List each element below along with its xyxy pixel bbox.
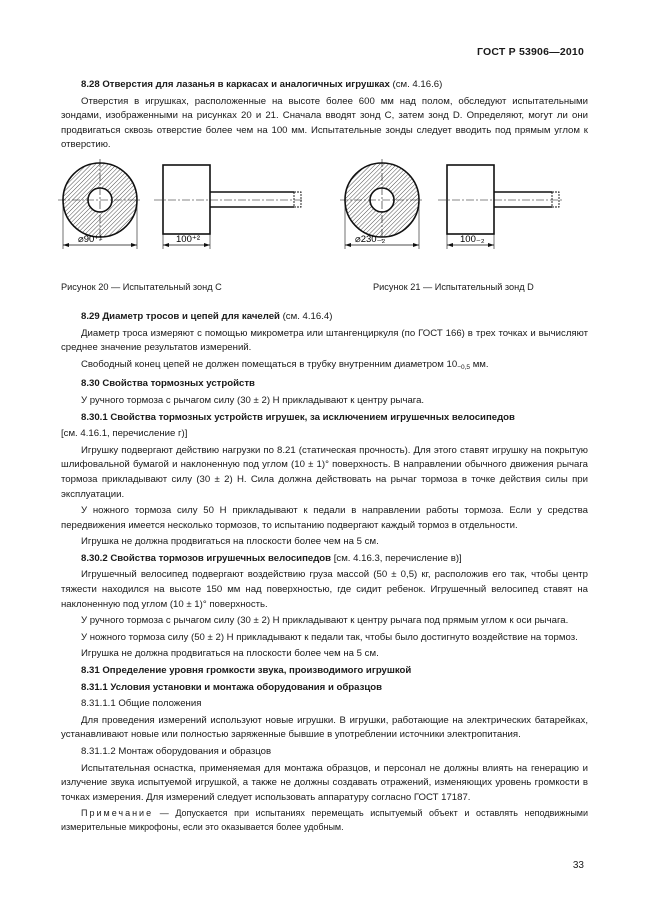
section-8-31-1-1-paragraph: Для проведения измерений используют новые игрушки. В игрушки, работающие на электрических батарейках, устанавливают новые или полностью заряженные бывшие в употреблении источники электропитания.	[61, 714, 588, 741]
section-8-30-1-paragraph-3: Игрушка не должна продвигаться на плоскости более чем на 5 см.	[81, 536, 379, 548]
note-paragraph	[61, 807, 588, 834]
section-8-30-2-paragraph-2: У ручного тормоза с рычагом силу (30 ± 2) Н прикладывают к центру рычага под прямым углом к оси рычага.	[81, 615, 569, 627]
section-8-30-2-paragraph-3: У ножного тормоза силу (50 ± 2) Н прикладывают к педали так, чтобы было достигнуто воздействие на тормоз.	[81, 631, 578, 643]
section-8-30-2-ref: [см. 4.16.3, перечисление в)]	[331, 552, 462, 564]
page-content	[61, 78, 588, 837]
section-8-28-ref: (см. 4.16.6)	[389, 79, 443, 90]
section-8-30-1-paragraph-2: У ножного тормоза силу 50 Н прикладывают к педали в направлении работы тормоза. Если у средства передвижения имеется несколько тормозов, то испытанию подвергают каждый тормоз в отдельности.	[61, 505, 588, 531]
probe-c-diameter-label: ⌀90⁺¹	[78, 233, 103, 245]
figure-20-caption: Рисунок 20 — Испытательный зонд C	[61, 281, 222, 292]
probe-d-length-label: 100₋₂	[460, 233, 485, 245]
figures-block	[58, 159, 588, 300]
probe-d-side-view	[438, 165, 562, 249]
section-8-31-1-2-title: 8.31.1.2 Монтаж оборудования и образцов	[81, 746, 272, 757]
section-8-29-title: 8.29 Диаметр тросов и цепей для качелей	[81, 310, 280, 322]
section-8-29-heading	[61, 310, 588, 325]
section-8-30-2-heading	[61, 552, 588, 567]
standard-header: ГОСТ Р 53906—2010	[476, 46, 584, 58]
section-8-28-heading	[61, 78, 588, 93]
section-8-30-1-title: 8.30.1 Свойства тормозных устройств игрушек, за исключением игрушечных велосипедов	[81, 411, 515, 423]
probe-c-length-label: 100⁺²	[176, 233, 201, 245]
note-text: — Допускается при испытаниях перемещать испытуемый объект и оставлять неподвижными измерительные микрофоны, если это оказывается более удобным.	[61, 808, 588, 832]
section-8-30-paragraph-1: У ручного тормоза с рычагом силу (30 ± 2) Н прикладывают к центру рычага.	[81, 394, 425, 406]
section-8-30-title: 8.30 Свойства тормозных устройств	[81, 378, 255, 390]
section-8-28-title: 8.28 Отверстия для лазанья в каркасах и аналогичных игрушках	[81, 79, 390, 90]
page-number: 33	[572, 860, 584, 871]
note-label: Примечание	[81, 808, 154, 819]
section-8-28-paragraph: Отверстия в игрушках, расположенные на высоте более 600 мм над полом, обследуют испытательными зондами, изображенными на рисунках 20 и 21. Сначала вводят зонд C, затем зонд D. Определяют, могут ли они продвигаться сквозь отверстие более чем на 100 мм. Испытательные зонды следует вводить под прямым углом к отверстию.	[61, 95, 588, 151]
chain-unit: мм.	[470, 358, 489, 370]
section-8-29-paragraph-2	[61, 358, 588, 376]
section-8-30-2-paragraph-4: Игрушка не должна продвигаться на плоскости более чем на 5 см.	[81, 648, 379, 660]
probe-d-diameter-label: ⌀230₋₂	[355, 233, 386, 245]
section-8-31-title: 8.31 Определение уровня громкости звука, производимого игрушкой	[81, 665, 412, 677]
section-8-30-1-paragraph-1: Игрушку подвергают действию нагрузки по 8.21 (статическая прочность). Для этого ставят игрушку на покрытую шлифовальной бумагой и наклоненную под углом (10 ± 1)° поверхность. В направлении обычного движения рычага тормоза прикладывают силу (30 ± 2) Н. Сила должна действовать на рычаг тормоза в точке действия силы при эксплуатации.	[61, 444, 588, 500]
section-8-31-1-1-title: 8.31.1.1 Общие положения	[81, 698, 202, 710]
section-8-30-1-ref: [см. 4.16.1, перечисление г)]	[61, 428, 188, 440]
figure-21-caption: Рисунок 21 — Испытательный зонд D	[373, 281, 534, 292]
section-8-31-1-2-paragraph: Испытательная оснастка, применяемая для монтажа образцов, и персонал не должны влиять на генерацию и излучение звука испытуемой игрушкой, а также не должны создавать отражений, изменяющих уровень громкости в точках измерения. Для измерений следует использовать аппаратуру согласно ГОСТ 17187.	[61, 762, 588, 803]
section-8-29-paragraph-1: Диаметр троса измеряют с помощью микрометра или штангенциркуля (по ГОСТ 166) в трех точках и вычисляют среднее значение результатов измерений.	[61, 327, 588, 354]
tolerance-subscript: −0,5	[457, 363, 471, 371]
probe-drawings	[58, 159, 588, 279]
section-8-30-2-title: 8.30.2 Свойства тормозов игрушечных велосипедов	[81, 552, 332, 564]
section-8-29-ref: (см. 4.16.4)	[279, 310, 333, 322]
section-8-30-2-paragraph-1: Игрушечный велосипед подвергают воздействию груза массой (50 ± 0,5) кг, расположив его так, чтобы центр тяжести находился на высоте 150 мм над поверхностью, где сидит ребенок. Игрушечный велосипед ставят на наклоненную под углом (10 ± 1)° поверхность.	[61, 569, 588, 610]
section-8-31-1-title: 8.31.1 Условия установки и монтажа оборудования и образцов	[81, 681, 383, 693]
chain-text: Свободный конец цепей не должен помещаться в трубку внутренним диаметром 10	[81, 358, 458, 370]
